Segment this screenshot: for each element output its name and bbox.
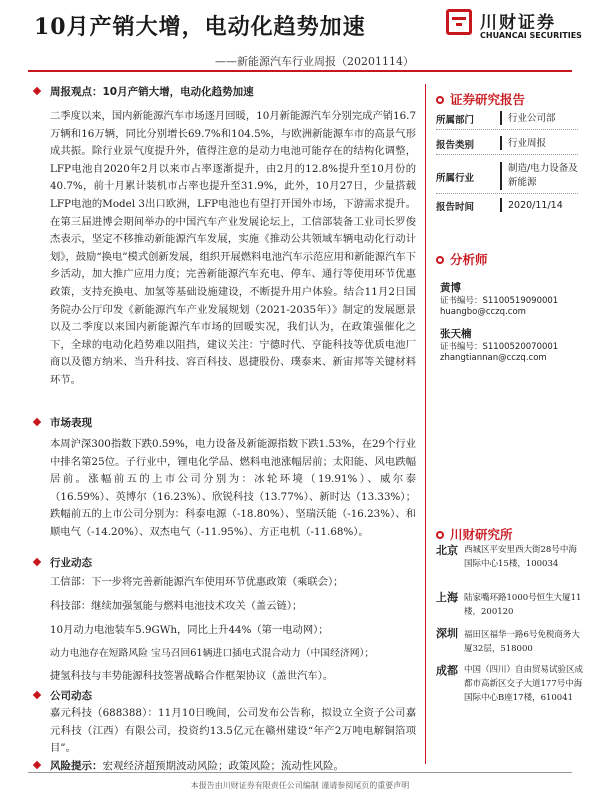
risk-line: 风险提示：宏观经济超预期波动风险；政策风险；流动性风险。 [34, 758, 344, 773]
viewpoint-heading: 周报观点：10月产销大增，电动化趋势加速 [34, 84, 254, 99]
info-divider [436, 129, 578, 130]
office-address: 陆家嘴环路1000号恒生大厦11楼，200120 [464, 593, 582, 617]
diamond-bullet-icon [33, 558, 41, 566]
industry-item: 捷氢科技与丰势能源科技签署战略合作框架协议（盖世汽车）。 [50, 670, 334, 682]
footer-divider [28, 772, 572, 773]
market-body: 本周沪深300指数下跌0.59%，电力设备及新能源指数下跌1.53%，在29个行业中排名第25位。子行业中，锂电化学品、燃料电池涨幅居前；太阳能、风电跌幅居前。涨幅前五的上市公司分别为：冰轮环境（19.91%）、威尔泰（16.59%）、英博尔（16.23%）、欣锐科技（13.77%）、新时达（13.33%）；跌幅前五的上市公司分别为：科泰电源（-18.80%）、坚瑞沃能（-16.23%）、和顺电气（-14.20%）、双杰电气（-11.95%）、方正电机（-11.68%）。 [50, 438, 416, 538]
analyst-name: 黄博 [440, 282, 461, 294]
industry-item: 工信部：下一步将完善新能源汽车使用环节优惠政策（乘联会）； [50, 576, 344, 588]
report-title: 10月产销大增，电动化趋势加速 [34, 14, 366, 40]
info-bar [500, 198, 502, 212]
office-city: 深圳 [436, 627, 458, 640]
analyst-cert: 证书编号：S1100520070001 [440, 342, 559, 352]
info-value: 行业周报 [508, 138, 547, 149]
research-icon [436, 531, 444, 539]
industry-heading: 行业动态 [34, 555, 92, 570]
industry-item: 科技部：继续加强氢能与燃料电池技术攻关（盖云链）； [50, 600, 303, 612]
info-value: 2020/11/14 [508, 200, 563, 211]
footer-disclaimer: 本报告由川财证券有限责任公司编制 谨请参阅尾页的重要声明 [190, 781, 410, 790]
diamond-bullet-icon [33, 691, 41, 699]
viewpoint-body: 二季度以来，国内新能源汽车市场逐月回暖，10月新能源汽车分别完成产销16.7万辆和16万辆，同比分别增长69.7%和104.5%，与欧洲新能源车市的高景气形成共振。除行业景气度提升外，值得注意的是动力电池可能存在的结构化调整，LFP电池自2020年2月以来市占率逐渐提升，由2月的12.8%提升至10月份的40.7%，前十月累计装机市占率也提升至31.9%，此外，10月27日，少量搭载LFP电池的Model 3出口欧洲，LFP电池也有望打开国外市场，下游需求提升。在第三届进博会期间举办的中国汽车产业发展论坛上，工信部装备工业司长罗俊杰表示，坚定不移推动新能源汽车发展，实施《推动公共领域车辆电动化行动计划》，鼓励“换电”模式创新发展，组织开展燃料电池汽车示范应用和新能源汽车下乡活动，加大推广应用力度；完善新能源汽车充电、停车、通行等使用环节优惠政策，支持充换电、加氢等基础设施建设，不断提升用户体验。结合11月2日国务院办公厅印发《新能源汽车产业发展规划（2021-2035年）》制定的发展愿景以及二季度以来国内新能源汽车市场的回暖实况，我们认为，在政策强催化之下，全球的电动化趋势难以阻挡，建议关注：宁德时代、亨能科技等优质电池厂商以及德方纳米、当升科技、容百科技、恩捷股份、璞泰来、新宙邦等关键材料环节。 [50, 110, 417, 386]
info-bar [500, 162, 502, 190]
report-subtitle: ——新能源汽车行业周报（20201114） [215, 55, 414, 68]
office-address: 西城区平安里西大街28号中海国际中心15楼，100034 [464, 545, 577, 569]
report-info-title: 证券研究报告 [436, 90, 525, 108]
office-city: 上海 [436, 591, 458, 604]
company-logo-icon [446, 9, 472, 35]
company-logo-english: CHUANCAI SECURITIES [480, 31, 582, 40]
industry-item: 动力电池存在短路风险 宝马召回61辆进口插电式混合动力（中国经济网）； [50, 648, 375, 659]
company-body: 嘉元科技（688388）：11月10日晚间，公司发布公告称，拟设立全资子公司嘉元科技（江西）有限公司，投资约13.5亿元在赣州建设“年产2万吨电解铜箔项目”。 [50, 707, 416, 755]
info-label: 报告类别 [436, 140, 475, 151]
company-logo-text: 川财证券 [480, 13, 556, 33]
analyst-icon [436, 256, 444, 264]
info-value: 行业公司部 [508, 113, 556, 124]
analyst-cert: 证书编号：S1100519090001 [440, 296, 559, 306]
column-divider [425, 84, 426, 764]
analyst-name: 张天楠 [440, 328, 472, 340]
diamond-bullet-icon [33, 761, 41, 769]
office-address: 福田区福华一路6号免税商务大厦32层，518000 [464, 630, 580, 654]
header-divider [28, 70, 572, 72]
diamond-bullet-icon [33, 87, 41, 95]
research-title: 川财研究所 [436, 525, 513, 543]
analysts-title: 分析师 [436, 250, 488, 268]
info-divider [436, 154, 578, 155]
market-heading: 市场表现 [34, 415, 92, 430]
report-icon [436, 96, 444, 104]
info-label: 报告时间 [436, 202, 475, 213]
office-city: 北京 [436, 544, 458, 557]
info-value: 制造/电力设备及新能源 [508, 163, 578, 188]
info-divider [436, 193, 578, 194]
company-heading: 公司动态 [34, 688, 92, 703]
office-city: 成都 [436, 664, 458, 677]
industry-item: 10月动力电池装车5.9GWh，同比上升44%（第一电动网）； [50, 624, 329, 636]
info-label: 所属部门 [436, 115, 475, 126]
analyst-email[interactable]: zhangtiannan@cczq.com [440, 353, 547, 363]
analyst-email[interactable]: huangbo@cczq.com [440, 307, 526, 317]
diamond-bullet-icon [33, 418, 41, 426]
info-bar [500, 136, 502, 150]
info-bar [500, 111, 502, 125]
office-address: 中国（四川）自由贸易试验区成都市高新区交子大道177号中海国际中心B座17楼，610041 [464, 665, 584, 703]
info-label: 所属行业 [436, 173, 475, 184]
